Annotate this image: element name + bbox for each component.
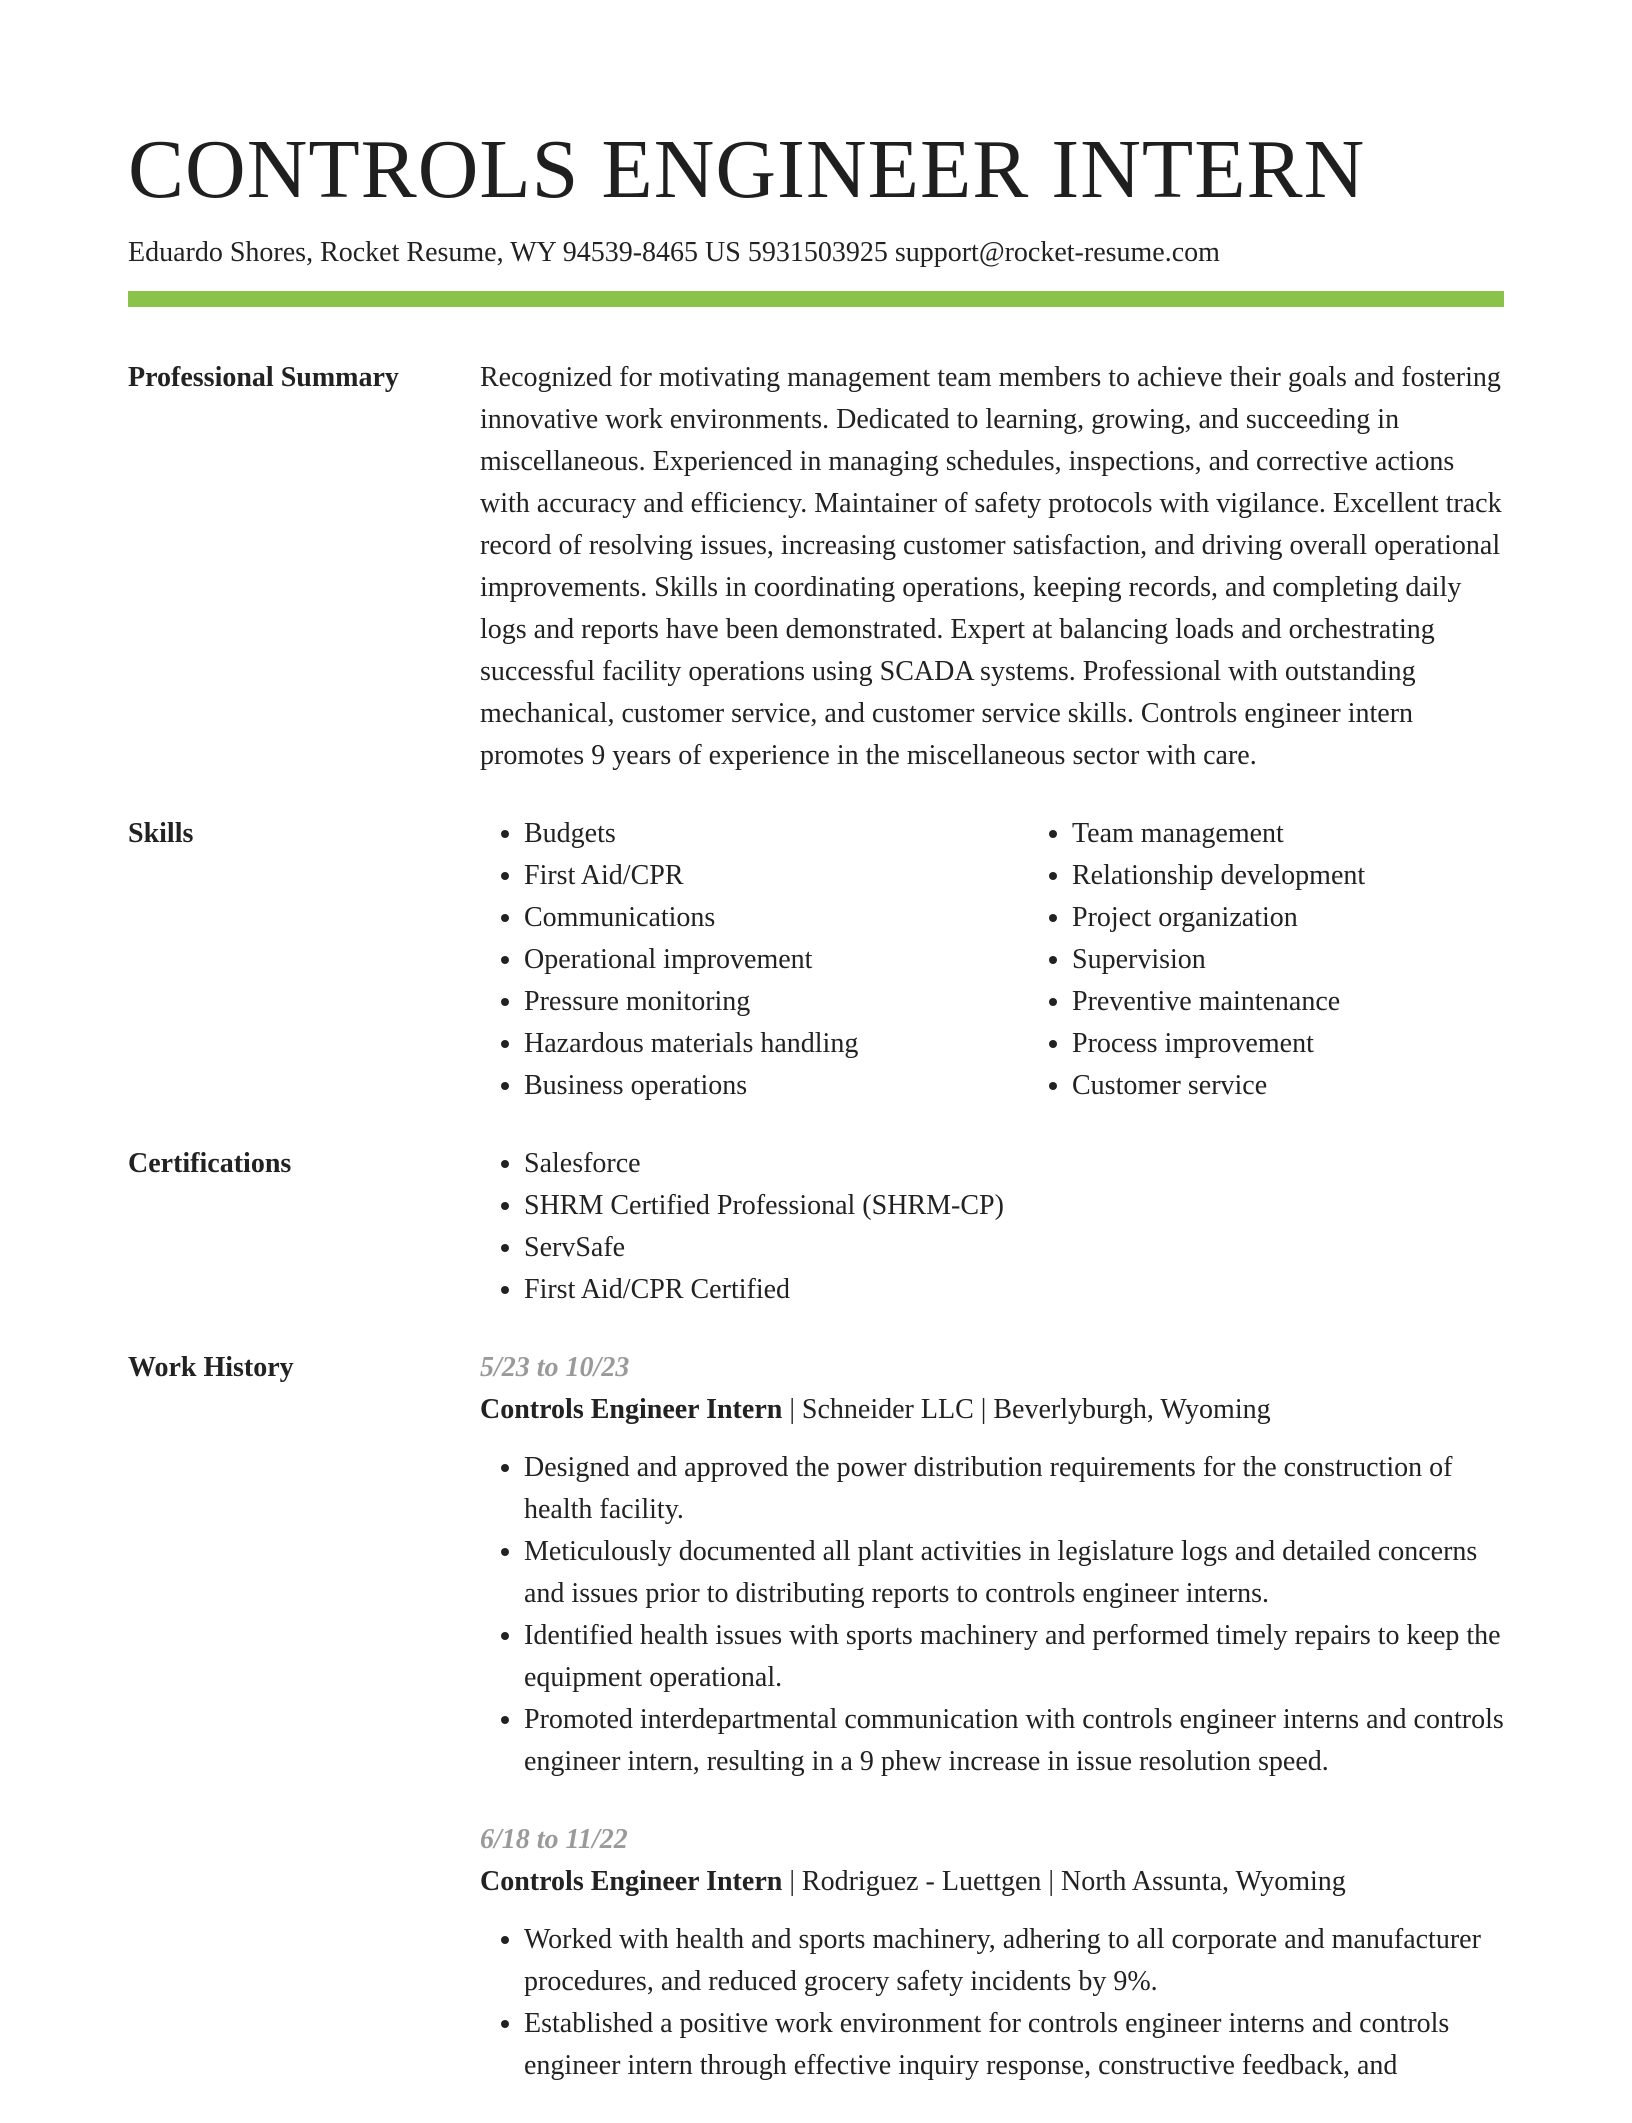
section-label-certifications: Certifications — [128, 1148, 292, 1180]
skill-item: • Hazardous materials handling — [524, 1023, 1028, 1065]
job-entry — [480, 1819, 1504, 2087]
certifications-list — [480, 1143, 1504, 1311]
job-bullet: • Meticulously documented all plant activities in legislature logs and detailed concerns and issues prior to distributing reports to controls engineer interns. — [524, 1531, 1504, 1615]
page-title: CONTROLS ENGINEER INTERN — [128, 123, 1366, 216]
job-bullet: • Established a positive work environment for controls engineer interns and controls engineer intern through effective inquiry response, constructive feedback, and — [524, 2003, 1504, 2087]
summary-text: Recognized for motivating management team members to achieve their goals and fostering innovative work environments. Dedicated to learning, growing, and succeeding in miscellaneous. Experienced in managing schedules, inspections, and corrective actions with accuracy and efficiency. Maintainer of safety protocols with vigilance. Excellent track record of resolving issues, increasing customer satisfaction, and driving overall operational improvements. Skills in coordinating operations, keeping records, and completing daily logs and reports have been demonstrated. Expert at balancing loads and orchestrating successful facility operations using SCADA systems. Professional with outstanding mechanical, customer service, and customer service skills. Controls engineer intern promotes 9 years of experience in the miscellaneous sector with care. — [480, 362, 1502, 772]
skills-list-left — [480, 813, 1028, 1107]
job-bullet: • Identified health issues with sports machinery and performed timely repairs to keep the equipment operational. — [524, 1615, 1504, 1699]
certification-item: • SHRM Certified Professional (SHRM-CP) — [524, 1185, 1504, 1227]
header-divider — [128, 291, 1504, 307]
job-bullets — [480, 1919, 1504, 2087]
skills-list-right — [1028, 813, 1576, 1107]
skill-item: • Team management — [1072, 813, 1576, 855]
certification-item: • First Aid/CPR Certified — [524, 1269, 1504, 1311]
skill-item: • Customer service — [1072, 1065, 1576, 1107]
skill-item: • Budgets — [524, 813, 1028, 855]
skill-item: • Preventive maintenance — [1072, 981, 1576, 1023]
job-bullet: • Worked with health and sports machinery, adhering to all corporate and manufacturer procedures, and reduced grocery safety incidents by 9%. — [524, 1919, 1504, 2003]
job-heading — [480, 1861, 1504, 1903]
skill-item: • Process improvement — [1072, 1023, 1576, 1065]
skill-item: • Relationship development — [1072, 855, 1576, 897]
certification-item: • Salesforce — [524, 1143, 1504, 1185]
contact-line: Eduardo Shores, Rocket Resume, WY 94539-8465 US 5931503925 support@rocket-resume.com — [128, 236, 1220, 268]
job-entry — [480, 1347, 1504, 1783]
skill-item: • Pressure monitoring — [524, 981, 1028, 1023]
skill-item: • Communications — [524, 897, 1028, 939]
certification-item: • ServSafe — [524, 1227, 1504, 1269]
section-professional-summary — [128, 357, 1504, 777]
resume-page — [128, 120, 1504, 2123]
job-bullet: • Promoted interdepartmental communication with controls engineer interns and controls engineer intern, resulting in a 9 phew increase in issue resolution speed. — [524, 1699, 1504, 1783]
skill-item: • Project organization — [1072, 897, 1576, 939]
job-dates: 6/18 to 11/22 — [480, 1824, 628, 1856]
skill-item: • First Aid/CPR — [524, 855, 1028, 897]
job-title: Controls Engineer Intern — [480, 1866, 783, 1898]
job-details: | Schneider LLC | Beverlyburgh, Wyoming — [782, 1394, 1271, 1426]
job-heading — [480, 1389, 1504, 1431]
section-work-history — [128, 1347, 1504, 2123]
job-bullet: • Designed and approved the power distribution requirements for the construction of health facility. — [524, 1447, 1504, 1531]
skill-item: • Business operations — [524, 1065, 1028, 1107]
job-dates: 5/23 to 10/23 — [480, 1352, 630, 1384]
section-skills — [128, 813, 1504, 1107]
skill-item: • Operational improvement — [524, 939, 1028, 981]
skill-item: • Supervision — [1072, 939, 1576, 981]
section-label-skills: Skills — [128, 818, 194, 850]
job-bullets — [480, 1447, 1504, 1783]
job-title: Controls Engineer Intern — [480, 1394, 783, 1426]
section-label-work-history: Work History — [128, 1352, 294, 1384]
section-label-summary: Professional Summary — [128, 362, 399, 394]
job-details: | Rodriguez - Luettgen | North Assunta, Wyoming — [782, 1866, 1346, 1898]
section-certifications — [128, 1143, 1504, 1311]
